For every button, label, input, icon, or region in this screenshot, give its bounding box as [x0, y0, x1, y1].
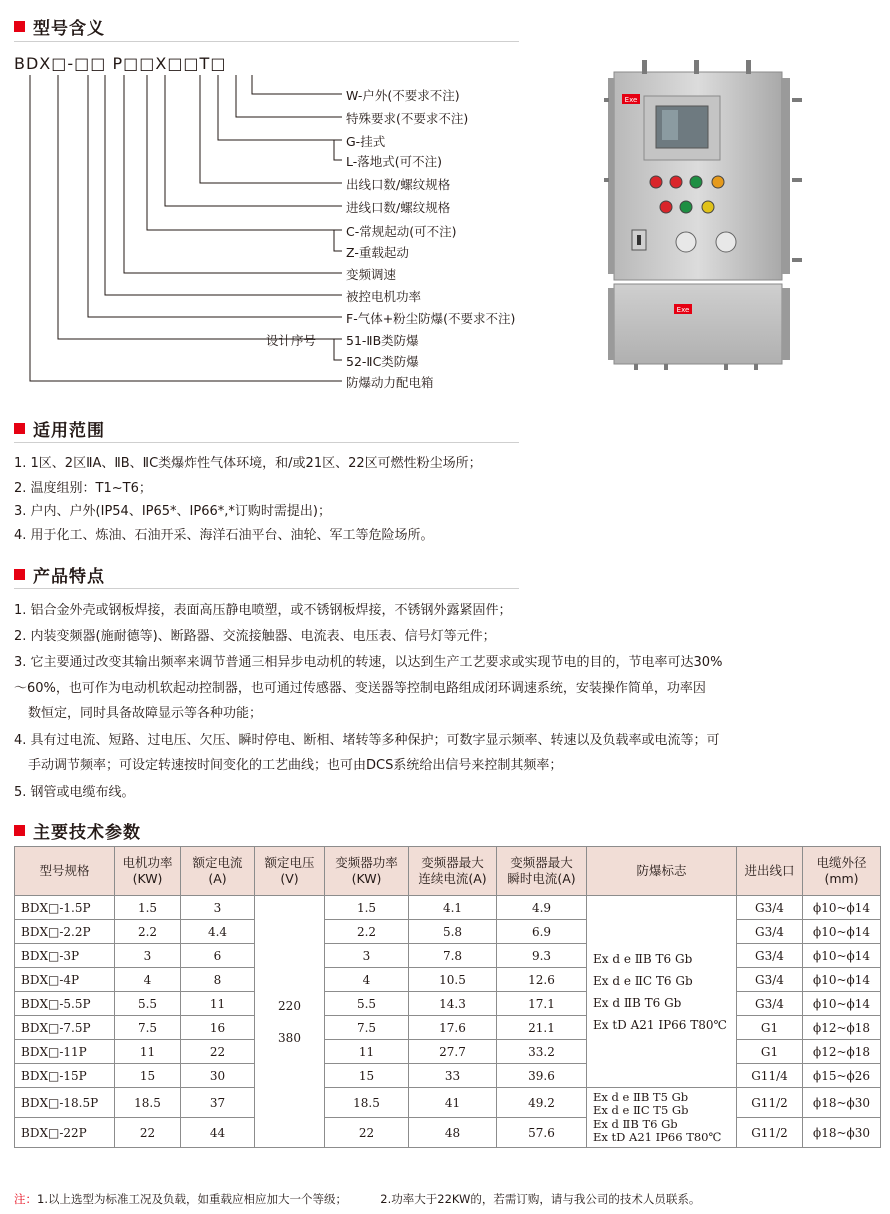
label-inlets: 进线口数/螺纹规格 — [346, 200, 451, 215]
voltage-cell: 220 380 — [255, 896, 325, 1148]
header-port: 进出线口 — [737, 847, 803, 896]
list-item: 4. 用于化工、炼油、石油开采、海洋石油平台、油轮、军工等危险场所。 — [14, 528, 434, 543]
section-title: 型号含义 — [33, 19, 105, 39]
label-vfd: 变频调速 — [346, 267, 397, 282]
label-gas-dust: F-气体+粉尘防爆(不要求不注) — [346, 311, 516, 326]
product-image — [604, 58, 804, 370]
note-2: 2.功率大于22KW的，若需订购，请与我公司的技术人员联系。 — [380, 1192, 701, 1206]
table-row: BDX□-4P 4 8 4 10.5 12.6 G3/4 ϕ10~ϕ14 — [15, 968, 881, 992]
label-motor-power: 被控电机功率 — [346, 289, 422, 304]
table-row: BDX□-7.5P 7.5 16 7.5 17.6 21.1 G1 ϕ12~ϕ18 — [15, 1016, 881, 1040]
exe-label-top: Exe — [624, 96, 638, 104]
header-rated-current: 额定电流 (A) — [181, 847, 255, 896]
list-item: 3. 户内、户外(IP54、IP65*、IP66*,*订购时需提出)； — [14, 504, 331, 519]
model-code: BDX□-□□ P□□X□□T□ — [14, 54, 227, 73]
note-1: 1.以上选型为标准工况及负载，如重载应相应加大一个等级； — [37, 1192, 347, 1206]
section-header-scope — [14, 416, 105, 441]
exe-label-bottom: Exe — [676, 306, 690, 314]
list-item: 1. 铝合金外壳或钢板焊接，表面高压静电喷塑，或不锈钢板焊接，不锈钢外露紧固件； — [14, 603, 512, 618]
table-row: BDX□-5.5P 5.5 11 5.5 14.3 17.1 G3/4 ϕ10~ϕ14 — [15, 992, 881, 1016]
label-design-no: 设计序号 — [266, 333, 317, 348]
label-product: 防爆动力配电箱 — [346, 375, 434, 390]
list-item: 手动调节频率；可设定转速按时间变化的工艺曲线；也可由DCS系统给出信号来控制其频率； — [28, 758, 563, 773]
list-item: 5. 钢管或电缆布线。 — [14, 785, 135, 800]
label-heavy-start: Z-重载起动 — [346, 245, 409, 260]
label-outlets: 出线口数/螺纹规格 — [346, 177, 451, 192]
ex-mark-group-1: Ex d e ⅡB T6 Gb Ex d e ⅡC T6 Gb Ex d ⅡB T6 Gb Ex tD A21 IP66 T80℃ — [587, 896, 737, 1088]
label-floor-mount: L-落地式(可不注) — [346, 154, 443, 169]
header-model: 型号规格 — [15, 847, 115, 896]
header-rated-voltage: 额定电压 (V) — [255, 847, 325, 896]
list-item: 4. 具有过电流、短路、过电压、欠压、瞬时停电、断相、堵转等多种保护；可数字显示频率、转速以及负载率或电流等；可 — [14, 733, 720, 748]
label-wall-mount: G-挂式 — [346, 134, 386, 149]
list-item: 3. 它主要通过改变其输出频率来调节普通三相异步电动机的转速，以达到生产工艺要求或实现节电的目的，节电率可达30% — [14, 655, 723, 670]
label-51: 51-ⅡB类防爆 — [346, 333, 419, 348]
red-square-icon — [14, 825, 25, 836]
table-header-row — [15, 847, 881, 896]
label-special: 特殊要求(不要求不注) — [346, 111, 469, 126]
table-row: BDX□-1.5P 1.5 3 220 380 1.5 4.1 4.9 Ex d e ⅡB T6 Gb Ex d e ⅡC T6 Gb Ex d ⅡB T6 Gb Ex tD A21 IP66 T80℃ G3/4 ϕ10~ϕ14 — [15, 896, 881, 920]
table-row: BDX□-2.2P 2.2 4.4 2.2 5.8 6.9 G3/4 ϕ10~ϕ14 — [15, 920, 881, 944]
section-header-params — [14, 818, 141, 843]
section-title: 主要技术参数 — [33, 823, 141, 843]
header-motor-power: 电机功率 (KW) — [115, 847, 181, 896]
label-normal-start: C-常规起动(可不注) — [346, 224, 457, 239]
label-outdoor: W-户外(不要求不注) — [346, 88, 460, 103]
header-vfd-power: 变频器功率 (KW) — [325, 847, 409, 896]
list-item: 2. 温度组别：T1~T6； — [14, 481, 152, 496]
label-52: 52-ⅡC类防爆 — [346, 354, 419, 369]
section-title: 产品特点 — [33, 567, 105, 587]
table-row: BDX□-22P 22 44 22 48 57.6 G11/2 ϕ18~ϕ30 — [15, 1118, 881, 1148]
ex-mark-group-2: Ex d e ⅡB T5 Gb Ex d e ⅡC T5 Gb Ex d ⅡB T6 Gb Ex tD A21 IP66 T80℃ — [587, 1088, 737, 1148]
red-square-icon — [14, 569, 25, 580]
note-prefix: 注： — [14, 1192, 37, 1206]
header-vfd-cont-current: 变频器最大 连续电流(A) — [409, 847, 497, 896]
divider — [14, 588, 519, 589]
list-item: ～60%，也可作为电动机软起动控制器，也可通过传感器、变送器等控制电路组成闭环调速系统，安装操作简单，功率因 — [14, 681, 706, 696]
list-item: 1. 1区、2区ⅡA、ⅡB、ⅡC类爆炸性气体环境，和/或21区、22区可燃性粉尘场所； — [14, 456, 482, 471]
list-item: 2. 内装变频器(施耐德等)、断路器、交流接触器、电流表、电压表、信号灯等元件； — [14, 629, 496, 644]
table-row: BDX□-18.5P 18.5 37 18.5 41 49.2 Ex d e ⅡB T5 Gb Ex d e ⅡC T5 Gb Ex d ⅡB T6 Gb Ex tD A21 IP66 T80℃ G11/2 ϕ18~ϕ30 — [15, 1088, 881, 1118]
table-row: BDX□-11P 11 22 11 27.7 33.2 G1 ϕ12~ϕ18 — [15, 1040, 881, 1064]
red-square-icon — [14, 423, 25, 434]
header-cable: 电缆外径 (mm) — [803, 847, 881, 896]
section-title: 适用范围 — [33, 421, 105, 441]
table-row: BDX□-3P 3 6 3 7.8 9.3 G3/4 ϕ10~ϕ14 — [15, 944, 881, 968]
divider — [14, 442, 519, 443]
spec-table — [14, 846, 881, 1148]
table-row: BDX□-15P 15 30 15 33 39.6 G11/4 ϕ15~ϕ26 — [15, 1064, 881, 1088]
header-vfd-peak-current: 变频器最大 瞬时电流(A) — [497, 847, 587, 896]
footnote — [14, 1191, 700, 1207]
list-item: 数恒定，同时具备故障显示等各种功能； — [28, 706, 263, 721]
header-ex-mark: 防爆标志 — [587, 847, 737, 896]
section-header-features — [14, 562, 105, 587]
